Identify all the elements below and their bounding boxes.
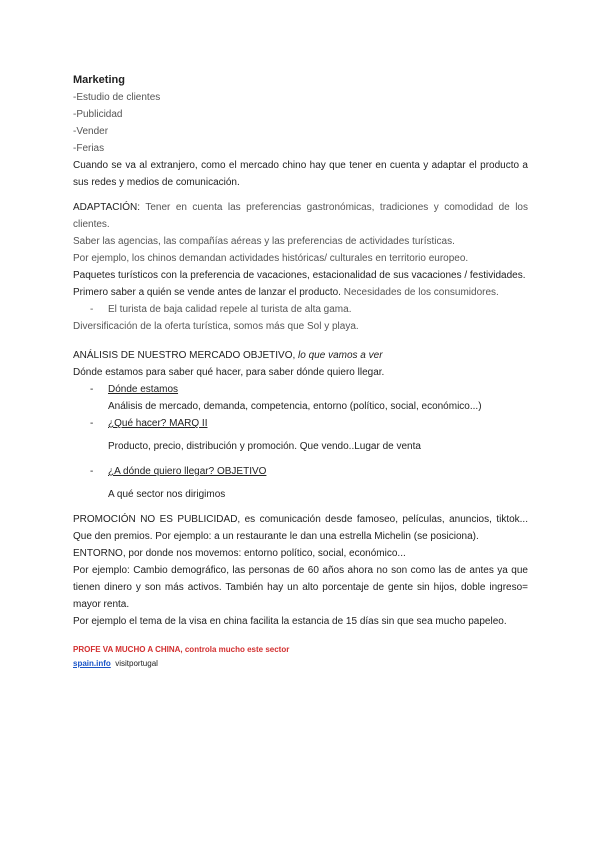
adaptacion-p5-gray: Necesidades de los consumidores. bbox=[340, 287, 499, 298]
adaptacion-p5-dark: Primero saber a quién se vende antes de lanzar el producto. bbox=[73, 287, 341, 298]
adaptacion-bullet: - El turista de baja calidad repele al turista de alta gama. bbox=[90, 304, 352, 315]
marketing-item: -Vender bbox=[73, 126, 109, 137]
analisis-item-text: Producto, precio, distribución y promoción. Que vendo..Lugar de venta bbox=[108, 441, 421, 452]
entorno-paragraph: ENTORNO, por donde nos movemos: entorno político, social, económico... bbox=[73, 548, 406, 559]
adaptacion-p4: Paquetes turísticos con la preferencia de vacaciones, estacionalidad de sus vacaciones / festividades. bbox=[73, 270, 526, 281]
adaptacion-p5 bbox=[73, 284, 528, 301]
analisis-item-title: - ¿Qué hacer? MARQ II bbox=[90, 418, 208, 429]
marketing-note: Cuando se va al extranjero, como el mercado chino hay que tener en cuenta y adaptar el producto a sus redes y medios de comunicación. bbox=[73, 160, 528, 188]
visitportugal-text: visitportugal bbox=[115, 659, 158, 668]
analisis-heading: ANÁLISIS DE NUESTRO MERCADO OBJETIVO, lo que vamos a ver bbox=[73, 350, 383, 361]
marketing-title: Marketing bbox=[73, 74, 125, 86]
spain-info-link[interactable]: spain.info bbox=[73, 659, 111, 668]
adaptacion-label: ADAPTACIÓN: bbox=[73, 202, 141, 213]
analisis-item-text: Análisis de mercado, demanda, competencia, entorno (político, social, económico...) bbox=[108, 401, 482, 412]
adaptacion-p2: Saber las agencias, las compañías aéreas y las preferencias de actividades turísticas. bbox=[73, 236, 455, 247]
marketing-item: -Publicidad bbox=[73, 109, 123, 120]
adaptacion-paragraph bbox=[73, 199, 528, 233]
analisis-item-text: A qué sector nos dirigimos bbox=[108, 489, 226, 500]
ejemplo-paragraph: Por ejemplo: Cambio demográfico, las personas de 60 años ahora no son como las de antes ya que tienen dinero y son más activos. También hay un alto porcentaje de gente sin hijos, doble ingreso= mayor renta. bbox=[73, 565, 528, 610]
marketing-item: -Ferias bbox=[73, 143, 105, 154]
analisis-heading-italic: lo que vamos a ver bbox=[298, 350, 383, 361]
links-row bbox=[73, 657, 528, 670]
ejemplo-paragraph: Por ejemplo el tema de la visa en china facilita la estancia de 15 días sin que sea mucho papeleo. bbox=[73, 616, 507, 627]
analisis-intro: Dónde estamos para saber qué hacer, para saber dónde quiero llegar. bbox=[73, 367, 385, 378]
promocion-paragraph: PROMOCIÓN NO ES PUBLICIDAD, es comunicación desde famoseo, películas, anuncios, tiktok... Que den premios. Por ejemplo: a un restaurante le dan una estrella Michelin (se posiciona). bbox=[73, 514, 528, 542]
adaptacion-p6: Diversificación de la oferta turística, somos más que Sol y playa. bbox=[73, 321, 359, 332]
adaptacion-text: Tener en cuenta las preferencias gastronómicas, tradiciones y comodidad de los clientes. bbox=[73, 202, 528, 230]
analisis-item-title: - ¿A dónde quiero llegar? OBJETIVO bbox=[90, 466, 267, 477]
adaptacion-p3: Por ejemplo, los chinos demandan actividades históricas/ culturales en territorio europeo. bbox=[73, 253, 469, 264]
marketing-item: -Estudio de clientes bbox=[73, 92, 161, 103]
alert-note: PROFE VA MUCHO A CHINA, controla mucho este sector bbox=[73, 645, 290, 654]
document-body bbox=[73, 71, 528, 670]
analisis-item-title: - Dónde estamos bbox=[90, 384, 179, 395]
